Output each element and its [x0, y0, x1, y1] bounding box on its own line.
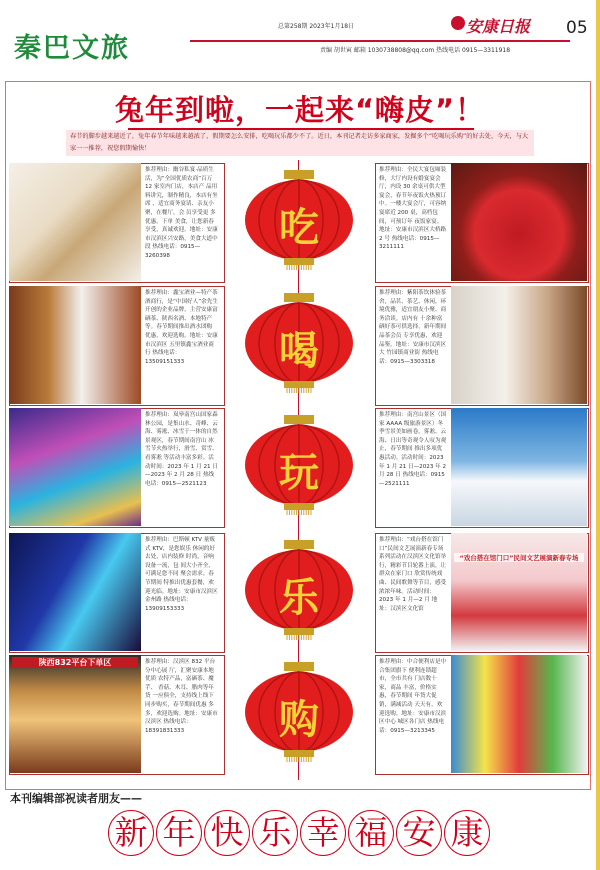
intro-text: 春节的脚步越来越近了，兔年春节年味越来越浓了，假期要怎么安排，吃喝玩乐都少不了。近日，本刊记者走访多家商家，发掘多个“吃喝玩乐购”的好去处，今天，与大家一一推荐，祝您假期愉快！	[70, 133, 529, 152]
header-rule	[190, 40, 570, 42]
footer-note: 本刊编辑部祝读者朋友——	[10, 792, 142, 805]
event-banner: “戏台搭在馆门口”民间文艺展演新春专场	[454, 553, 584, 562]
newspaper-name: 安康日报	[466, 17, 531, 36]
staff-line: 责编 胡世寅 邮箱 1030738808@qq.com 热线电话 0915—3311918	[320, 47, 511, 54]
left-photo	[9, 286, 141, 404]
lantern-character: 玩	[279, 449, 319, 496]
lantern	[240, 293, 358, 393]
right-description: 推荐理由：紫阳茶饮体验茶舍，品茗、茶艺、休闲，环境优雅，适宜朋友小聚、商务洽谈。店内有 十余种富硒好茶可供选择，新年期间品茶会员 专享优惠，欢迎品鉴。地址：安康市汉滨区大 竹园镇商业街 热线电话：0915—3303318	[379, 290, 447, 365]
left-description: 推荐理由：幽谷私宴·品质生活，为“全国优质农商”百万 12 家室内门店，本店产 品用料讲究，制作精良，本店有坐席 ，适宜商务宴请、亲友小聚，在餐厅，会 员享受更 多优惠。下单 美食，让您新春享受，真诚欢迎。地址：安康市汉滨区兴安路，美食大道中段 热线电话：0915—3260398	[145, 167, 218, 259]
headline: 兔年到啦，一起来“嗨皮”！	[114, 93, 486, 127]
lantern	[240, 662, 358, 762]
right-description: 推荐理由：全民大宴包厢装修，大厅内设有婚宴宴会 厅，内设 30 余桌可供大型宴会，春节年夜饭火热预订中。一楼大宴会厅，可容纳宴席近 200 桌，高档包间，可预订年 夜饭家宴。地址：安康市汉滨区大桥路 2 号 热线电话：0915—3211111	[379, 167, 447, 251]
blessing-character: 乐	[252, 810, 298, 856]
blessing-character: 幸	[300, 810, 346, 856]
section-title: 秦巴文旅	[14, 33, 130, 64]
right-photo	[451, 533, 587, 651]
right-photo	[451, 655, 587, 773]
lantern	[240, 540, 358, 640]
lantern	[240, 170, 358, 270]
lantern	[240, 415, 358, 515]
lantern-character: 吃	[279, 204, 319, 251]
right-description: 推荐理由：中合便利店是中合集团旗下 便利连锁超市，全市共有 门店数十家，商品 丰富，价格实惠，春节期间 年货大促销，满减活动 天天有，欢迎选购。地址：安康市汉滨区中心 城区各门店 热线电话：0915—3213345	[379, 659, 447, 734]
left-photo	[9, 533, 141, 651]
left-photo	[9, 408, 141, 526]
right-photo	[451, 163, 587, 281]
right-description: 推荐理由：“戏台搭在馆门口”民间文艺展演新春专场系列活动在汉滨区文化馆举行，精彩节目轮番上演，让群众在家门口 欣赏传统戏曲、民间歌舞等节目，感受浓浓年味。活动时间：2023 年 1 月—2 月 地址：汉滨区文化馆	[379, 537, 447, 612]
blessing-character: 新	[108, 810, 154, 856]
right-photo	[451, 286, 587, 404]
blessing-character: 年	[156, 810, 202, 856]
newspaper-logo-icon	[451, 16, 465, 30]
right-photo	[451, 408, 587, 526]
issue-line: 总第258期 2023年1月18日	[278, 23, 355, 30]
blessing-character: 快	[204, 810, 250, 856]
blessing-character: 康	[444, 810, 490, 856]
blessing-character: 福	[348, 810, 394, 856]
lantern-character: 喝	[279, 327, 319, 374]
left-photo	[9, 163, 141, 281]
page-number: 05	[566, 18, 588, 38]
blessing-character: 安	[396, 810, 442, 856]
lantern-character: 乐	[279, 574, 319, 621]
right-description: 推荐理由：南宫山景区（国家 AAAA 级旅游景区）冬季雪景美如画卷，雾凇、云海、日出等奇观令人叹为观止，春节期间 推出多项优惠活动。活动时间：2023 年 1 月 21 日—2023 年 2 月 28 日 热线电话：0915—2521111	[379, 412, 447, 487]
shop-sign: 陕西832平台下单区	[12, 657, 138, 668]
left-description: 推荐理由：岚皋南宫山国家森林公园，是集山水、奇峰、云海、雾凇、冰雪于一体的自然景观区，春节期间南宫山 冰雪节火热举行，滑雪、赏雪、看雾凇 等活动丰富多彩。活动时间：2023 年 1 月 21 日—2023 年 2 月 28 日 热线电话：0915—2521123	[145, 412, 218, 487]
lantern-character: 购	[279, 696, 319, 743]
page-edge-bar	[596, 0, 600, 870]
left-photo	[9, 655, 141, 773]
left-description: 推荐理由：巴斯顿 KTV 量贩式 KTV，是您娱乐 休闲的好去处，店内装修 时尚，音响设备一流，包 间大小齐全，可满足您不同 聚会需求。春节期间 特推出优惠套餐，欢迎光临。地址：安康市汉滨区 金州路 热线电话：13909153333	[145, 537, 218, 612]
left-description: 推荐理由：汉滨区 832 平台分中心展 厅，汇聚安康本地优质 农特产品，富硒茶、魔芋、 香菇、木耳、腊肉等年货 一应俱全，支持线上线下 同步购买，春节期间优惠 多多，欢迎选购。地址：安康市汉滨区 热线电话：18391831333	[145, 659, 218, 734]
left-description: 推荐理由：鑫宝酒业—特产茶酒商行，是“中国好人”余先生开创的企业品牌，主营安康富硒茶、陕西名酒、本地特产等。春节期间推出酒水团购 优惠，欢迎选购。地址：安康市汉滨区 五里镇鑫宝酒业商行 热线电话：13509151333	[145, 290, 218, 365]
